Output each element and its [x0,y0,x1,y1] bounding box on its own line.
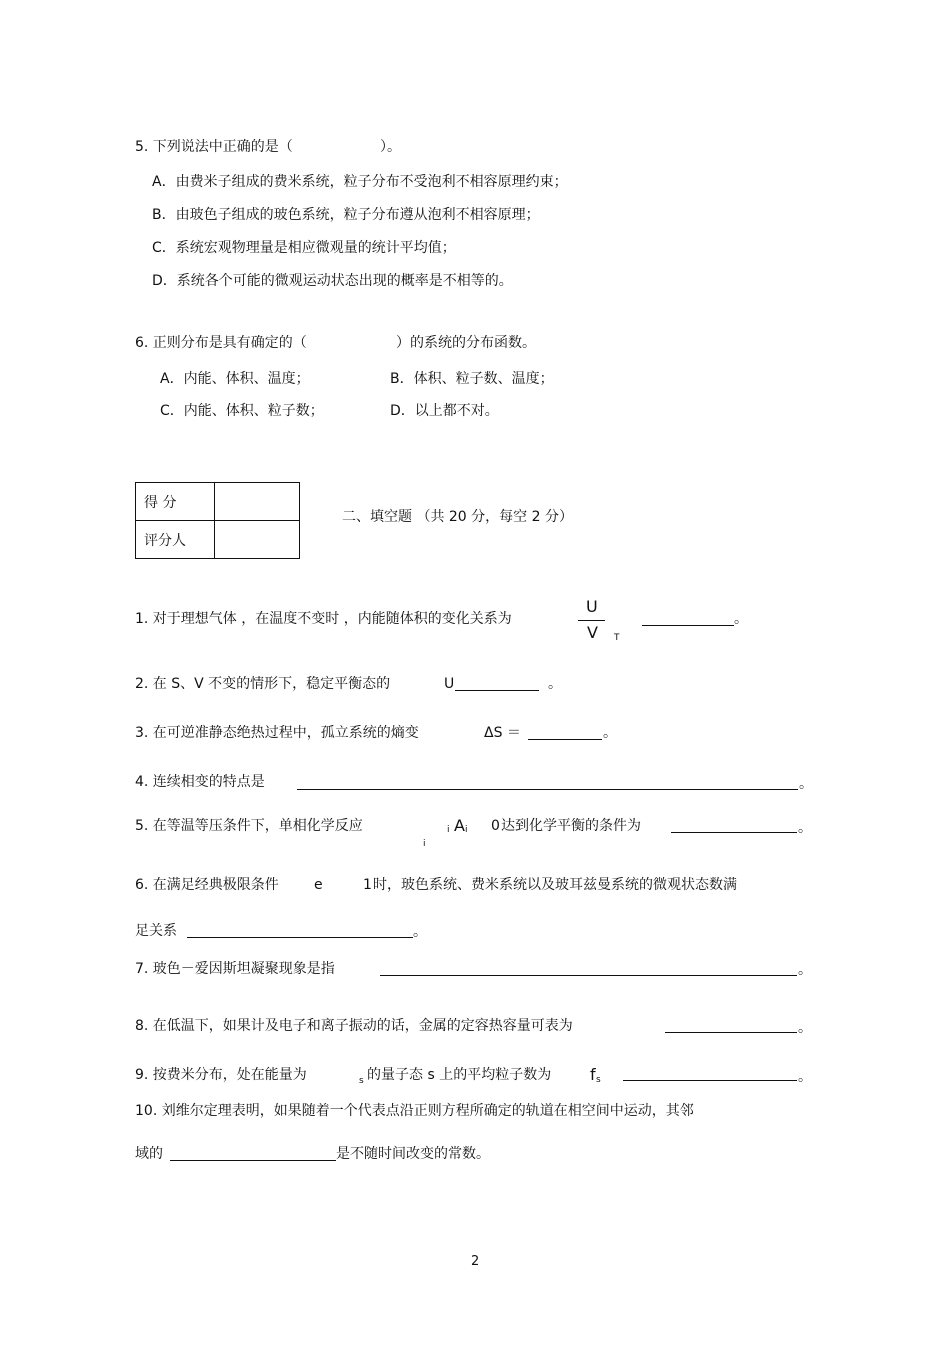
fill-8-text: 8. 在低温下，如果计及电子和离子振动的话，金属的定容热容量可表为 [135,1018,573,1034]
fill-10-line2: 域的 [135,1146,163,1162]
grader-cell [215,521,300,559]
fill-6-e: e [314,877,323,893]
fill-5-symbol-a: A [454,816,465,835]
fill-3-blank [528,739,602,740]
fill-9-subscript-s: s [359,1076,364,1086]
q6-stem: 6. 正则分布是具有确定的（ [135,335,307,351]
fill-6-line2: 足关系 [135,923,177,939]
fill-6-tail: 时，玻色系统、费米系统以及玻耳兹曼系统的微观状态数满 [373,877,737,893]
fill-4-blank [297,789,798,790]
fill-5-zero: 0 [491,818,500,834]
score-label: 得 分 [136,483,215,521]
q5-option-d: D．系统各个可能的微观运动状态出现的概率是不相等的。 [152,273,513,289]
fill-7-text: 7. 玻色－爱因斯坦凝聚现象是指 [135,961,335,977]
fill-5-tail: 达到化学平衡的条件为 [501,818,641,834]
fill-5-index-top: i [447,825,450,835]
fill-2-var: U [444,676,455,692]
page-number: 2 [471,1254,480,1269]
fill-9-mid: 的量子态 s 上的平均粒子数为 [367,1067,552,1083]
q5-stem: 5. 下列说法中正确的是（ [135,139,293,155]
fill-5-symbol-a-sub: i [465,825,468,835]
q5-close: ）。 [380,139,401,155]
fill-7-blank [380,975,797,976]
fill-8-blank [665,1032,797,1033]
fill-9-f: f [590,1065,596,1084]
fill-1-numerator: U [586,597,598,616]
fill-5-index-bottom: i [423,839,426,849]
q6-close: ）的系统的分布函数。 [396,335,536,351]
score-table [135,482,300,559]
grader-label: 评分人 [136,521,215,559]
fill-2-text: 2. 在 S、V 不变的情形下，稳定平衡态的 [135,676,391,692]
fill-5-blank [671,832,797,833]
fill-1-end: 。 [734,611,748,627]
fill-4-text: 4. 连续相变的特点是 [135,774,265,790]
score-cell [215,483,300,521]
fill-6-blank [187,937,413,938]
fill-10-blank [170,1160,336,1161]
fill-1-blank [642,625,734,626]
fill-1-denominator: V [587,623,598,642]
fill-10-text: 10. 刘维尔定理表明，如果随着一个代表点沿正则方程所确定的轨道在相空间中运动，其邻 [135,1103,694,1119]
fill-10-tail: 是不随时间改变的常数。 [336,1146,490,1162]
q5-option-c: C．系统宏观物理量是相应微观量的统计平均值； [152,240,456,256]
q5-option-b: B．由玻色子组成的玻色系统，粒子分布遵从泡利不相容原理； [152,207,540,223]
fill-2-blank [455,690,539,691]
fill-9-blank [623,1080,797,1081]
q6-option-d: D．以上都不对。 [390,403,499,419]
q6-option-a: A．内能、体积、温度； [160,371,310,387]
fill-3-end: 。 [603,725,617,741]
fill-1-text: 1. 对于理想气体 ，在温度不变时 ，内能随体积的变化关系为 [135,611,512,627]
fill-8-end: 。 [798,1020,812,1036]
fill-3-text: 3. 在可逆准静态绝热过程中，孤立系统的熵变 [135,725,419,741]
fill-7-end: 。 [798,962,812,978]
fill-6-end: 。 [413,924,427,940]
fill-1-fraction-bar [578,620,605,621]
fill-4-end: 。 [799,776,813,792]
fill-9-end: 。 [798,1069,812,1085]
fill-2-end: 。 [548,676,562,692]
q6-option-c: C．内能、体积、粒子数； [160,403,324,419]
fill-1-subscript: T [614,633,620,643]
q6-option-b: B．体积、粒子数、温度； [390,371,554,387]
fill-9-text: 9. 按费米分布，处在能量为 [135,1067,307,1083]
q5-option-a: A．由费米子组成的费米系统，粒子分布不受泡利不相容原理约束； [152,174,568,190]
fill-5-text: 5. 在等温等压条件下，单相化学反应 [135,818,363,834]
section-title: 二、填空题 （共 20 分，每空 2 分） [342,509,573,525]
fill-3-var: ΔS ＝ [484,725,521,741]
fill-6-text: 6. 在满足经典极限条件 [135,877,279,893]
fill-6-one: 1 [363,877,372,893]
fill-5-end: 。 [798,820,812,836]
fill-9-f-sub: s [596,1075,601,1085]
